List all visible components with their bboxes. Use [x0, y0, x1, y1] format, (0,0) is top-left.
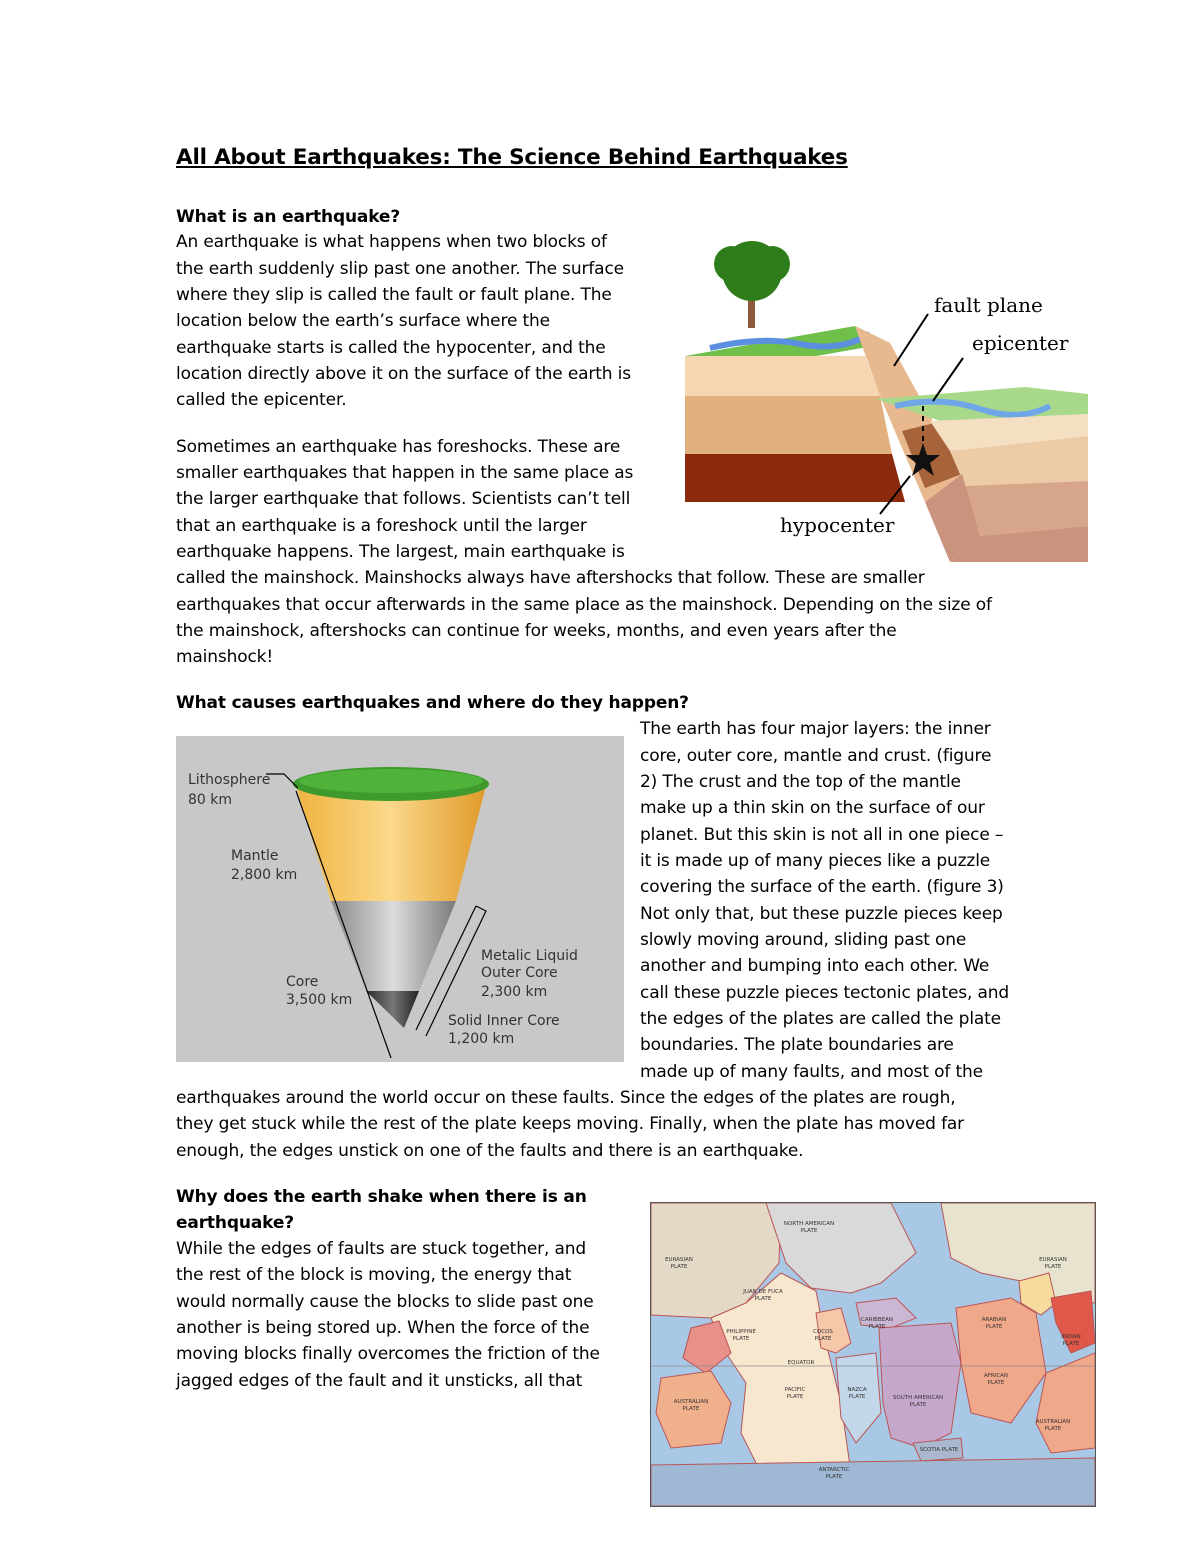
south-american-label: SOUTH AMERICAN — [892, 1395, 944, 1401]
tectonic-plates-map-figure — [650, 1202, 1096, 1507]
inner-core-label: Solid Inner Core — [448, 1013, 560, 1029]
paragraph-line: location below the earth’s surface where the — [176, 311, 550, 331]
caribbean-label-2: PLATE — [868, 1324, 886, 1330]
heading-what-causes-earthquakes: What causes earthquakes and where do they happen? — [176, 693, 689, 713]
paragraph-line: enough, the edges unstick on one of the faults and there is an earthquake. — [176, 1141, 804, 1161]
nazca-label-2: PLATE — [848, 1394, 866, 1400]
juan-de-fuca-label-2: PLATE — [754, 1296, 772, 1302]
paragraph-line: earthquake happens. The largest, main earthquake is — [176, 542, 625, 562]
epicenter-label: epicenter — [972, 331, 1069, 355]
australian-left-label-2: PLATE — [682, 1406, 700, 1412]
pacific-label-2: PLATE — [786, 1394, 804, 1400]
paragraph-line: moving blocks finally overcomes the friction of the — [176, 1344, 600, 1364]
eurasian-left-label: EURASIAN — [665, 1257, 693, 1263]
african-label: AFRICAN — [983, 1373, 1009, 1379]
paragraph-line: the earth suddenly slip past one another. The surface — [176, 259, 624, 279]
paragraph-line: covering the surface of the earth. (figure 3) — [640, 877, 1004, 897]
paragraph-line: the edges of the plates are called the plate — [640, 1009, 1001, 1029]
paragraph-line: earthquake starts is called the hypocenter, and the — [176, 338, 606, 358]
paragraph-line: earthquakes around the world occur on these faults. Since the edges of the plates are rough, — [176, 1088, 956, 1108]
philippine-label: PHILIPPINE — [726, 1329, 756, 1335]
caribbean-label: CARIBBEAN — [861, 1317, 893, 1323]
heading-why-earth-shakes-cont: earthquake? — [176, 1213, 294, 1233]
african-label-2: PLATE — [987, 1380, 1005, 1386]
pacific-label: PACIFIC — [784, 1387, 806, 1393]
paragraph-line: where they slip is called the fault or fault plane. The — [176, 285, 612, 305]
eurasian-left-label-2: PLATE — [670, 1264, 688, 1270]
paragraph-line: An earthquake is what happens when two blocks of — [176, 232, 607, 252]
paragraph-line: another and bumping into each other. We — [640, 956, 990, 976]
australian-right-label-2: PLATE — [1044, 1426, 1062, 1432]
paragraph-line: jagged edges of the fault and it unsticks, all that — [176, 1371, 583, 1391]
paragraph-line: called the mainshock. Mainshocks always have aftershocks that follow. These are smaller — [176, 568, 925, 588]
outer-core-label: Metalic Liquid — [481, 948, 578, 964]
north-american-label-2: PLATE — [800, 1228, 818, 1234]
fault-plane-label: fault plane — [934, 293, 1043, 317]
heading-what-is-earthquake: What is an earthquake? — [176, 207, 401, 227]
fault-plane-pointer — [894, 314, 928, 366]
indian-label: INDIAN — [1061, 1334, 1081, 1340]
paragraph-line: While the edges of faults are stuck together, and — [176, 1239, 587, 1259]
paragraph-line: planet. But this skin is not all in one piece – — [640, 825, 1004, 845]
hypocenter-label: hypocenter — [780, 513, 895, 537]
australian-right-label: AUSTRALIAN — [1035, 1419, 1071, 1425]
paragraph-line: core, outer core, mantle and crust. (figure — [640, 746, 992, 766]
lithosphere-label: Lithosphere — [188, 772, 271, 788]
core-label: Core — [286, 974, 319, 990]
paragraph-line: call these puzzle pieces tectonic plates, and — [640, 983, 1010, 1003]
paragraph-line: that an earthquake is a foreshock until the larger — [176, 516, 587, 536]
antarctic-plate — [651, 1458, 1095, 1506]
heading-why-earth-shakes: Why does the earth shake when there is an — [176, 1187, 587, 1207]
paragraph-line: called the epicenter. — [176, 390, 347, 410]
core-km-label: 3,500 km — [286, 992, 353, 1008]
eurasian-right-label-2: PLATE — [1044, 1264, 1062, 1270]
outer-core-label-2: Outer Core — [481, 965, 558, 981]
paragraph-line: they get stuck while the rest of the plate keeps moving. Finally, when the plate has moved far — [176, 1114, 965, 1134]
layer-middle — [685, 396, 892, 454]
philippine-label-2: PLATE — [732, 1336, 750, 1342]
arabian-label: ARABIAN — [981, 1317, 1007, 1323]
nazca-label: NAZCA — [847, 1387, 867, 1393]
inner-core-km-label: 1,200 km — [448, 1031, 515, 1047]
lithosphere-km-label: 80 km — [188, 792, 233, 808]
arabian-label-2: PLATE — [985, 1324, 1003, 1330]
paragraph-line: made up of many faults, and most of the — [640, 1062, 983, 1082]
layer-bottom — [685, 454, 905, 502]
paragraph-line: 2) The crust and the top of the mantle — [640, 772, 961, 792]
paragraph-line: boundaries. The plate boundaries are — [640, 1035, 954, 1055]
paragraph-line: the larger earthquake that follows. Scientists can’t tell — [176, 489, 631, 509]
juan-de-fuca-label: JUAN DE FUCA — [743, 1289, 783, 1295]
paragraph-line: another is being stored up. When the force of the — [176, 1318, 590, 1338]
antarctic-label: ANTARCTIC — [818, 1467, 850, 1473]
mantle-km-label: 2,800 km — [231, 867, 298, 883]
mantle-label: Mantle — [231, 848, 279, 864]
north-american-label: NORTH AMERICAN — [783, 1221, 835, 1227]
paragraph-line: Sometimes an earthquake has foreshocks. These are — [176, 437, 621, 457]
australian-left-label: AUSTRALIAN — [673, 1399, 709, 1405]
paragraph-line: it is made up of many pieces like a puzzle — [640, 851, 991, 871]
antarctic-label-2: PLATE — [825, 1474, 843, 1480]
paragraph-line: Not only that, but these puzzle pieces keep — [640, 904, 1003, 924]
earth-layers-figure — [176, 736, 624, 1062]
mantle-layer — [296, 786, 486, 901]
paragraph-line: would normally cause the blocks to slide past one — [176, 1292, 594, 1312]
paragraph-line: the mainshock, aftershocks can continue for weeks, months, and even years after the — [176, 621, 897, 641]
cocos-label-2: PLATE — [814, 1336, 832, 1342]
south-american-plate — [879, 1323, 961, 1448]
south-american-label-2: PLATE — [909, 1402, 927, 1408]
paragraph-line: slowly moving around, sliding past one — [640, 930, 967, 950]
paragraph-line: location directly above it on the surface of the earth is — [176, 364, 631, 384]
outer-core-layer — [331, 901, 456, 991]
outer-core-km-label: 2,300 km — [481, 984, 548, 1000]
cocos-label: COCOS — [813, 1329, 833, 1335]
paragraph-line: the rest of the block is moving, the energy that — [176, 1265, 572, 1285]
paragraph-line: make up a thin skin on the surface of our — [640, 798, 985, 818]
page-title: All About Earthquakes: The Science Behind Earthquakes — [176, 145, 848, 170]
scotia-label: SCOTIA PLATE — [919, 1447, 959, 1453]
paragraph-line: mainshock! — [176, 647, 274, 667]
eurasian-right-label: EURASIAN — [1039, 1257, 1067, 1263]
fault-diagram-figure — [680, 236, 1090, 562]
indian-label-2: PLATE — [1062, 1341, 1080, 1347]
paragraph-line: The earth has four major layers: the inner — [640, 719, 991, 739]
layer-top — [685, 356, 880, 396]
paragraph-line: smaller earthquakes that happen in the same place as — [176, 463, 634, 483]
equator-label: EQUATOR — [787, 1360, 815, 1366]
paragraph-line: earthquakes that occur afterwards in the same place as the mainshock. Depending on the size of — [176, 595, 992, 615]
